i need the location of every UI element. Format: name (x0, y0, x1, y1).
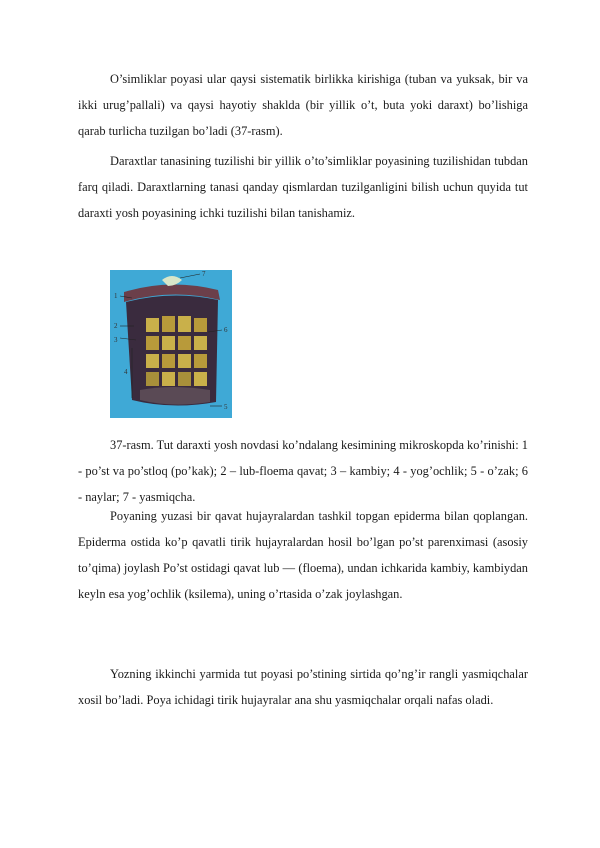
figure-label-3: 3 (114, 336, 118, 344)
figure-label-5: 5 (224, 403, 228, 411)
paragraph-4: Yozning ikkinchi yarmida tut poyasi po’stining sirtida qo’ng’ir rangli yasmiqchalar xosil bo’ladi. Poya ichidagi tirik hujayralar ana shu yasmiqchalar orqali nafas oladi. (78, 667, 528, 707)
figure-label-7: 7 (202, 270, 206, 278)
figure-label-6: 6 (224, 326, 228, 334)
figure-label-4: 4 (124, 368, 128, 376)
figure-label-1: 1 (114, 292, 118, 300)
paragraph-3: Poyaning yuzasi bir qavat hujayralardan tashkil topgan epiderma bilan qoplangan. Epiderma ostida ko’p qavatli tirik hujayralardan hosil bo’lgan po’st parenximasi (asosiy to’qima) joylash Po’st ostidagi qavat lub — (floema), undan ichkarida kambiy, kambiydan keyln esa yog’ochlik (ksilema), uning o’rtasida o’zak joylashgan. (78, 509, 528, 601)
pith-layer (140, 387, 210, 405)
figure-caption: 37-rasm. Tut daraxti yosh novdasi ko’ndalang kesimining mikroskopda ko’rinishi: 1 - po’st va po’stloq (po’kak); 2 – lub-floema qavat; 3 – kambiy; 4 - yog’ochlik; 5 - o’zak; 6 - naylar; 7 - yasmiqcha. (78, 438, 528, 504)
paragraph-1: O’simliklar poyasi ular qaysi sistematik birlikka kirishiga (tuban va yuksak, bir va ikki urug’pallali) va qaysi hayotiy shaklda (bir yillik o’t, buta yoki daraxt) bo’lishiga qarab turlicha tuzilgan bo’ladi (37-rasm). (78, 72, 528, 138)
figure-label-2: 2 (114, 322, 118, 330)
stem-cross-section-figure (110, 270, 232, 418)
paragraph-2: Daraxtlar tanasining tuzilishi bir yillik o’to’simliklar poyasining tuzilishidan tubdan farq qiladi. Daraxtlarning tanasi qanday qismlardan tuzilganligini bilish uchun quyida tut daraxti yosh poyasining ichki tuzilishi bilan tanishamiz. (78, 154, 528, 220)
